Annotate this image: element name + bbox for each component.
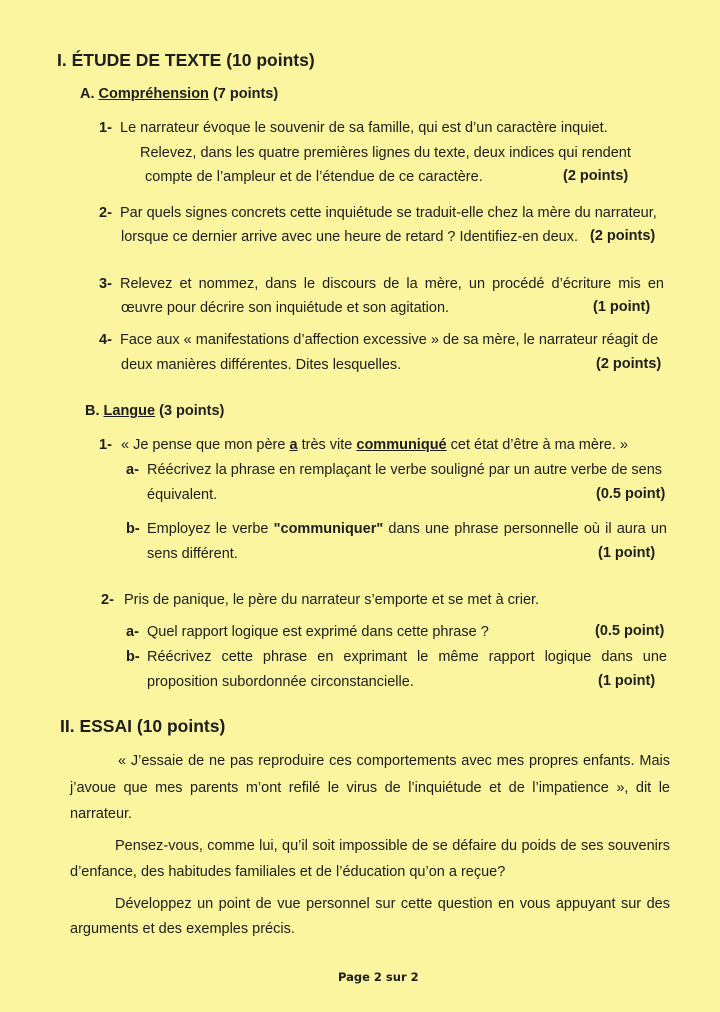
question-a2-line1: Par quels signes concrets cette inquiétude se traduit-elle chez la mère du narrateur, — [120, 205, 657, 221]
question-b1a-line2: équivalent. — [147, 487, 218, 503]
essay-p1-line1: « J’essaie de ne pas reproduire ces comportements avec mes propres enfants. Mais — [118, 753, 670, 769]
question-b2a-line1: Quel rapport logique est exprimé dans cette phrase ? — [147, 624, 489, 640]
question-b2-line1: Pris de panique, le père du narrateur s’emporte et se met à crier. — [124, 592, 540, 608]
section-b-points: (3 points) — [159, 403, 225, 419]
question-b1a-points: (0.5 point) — [596, 486, 666, 502]
b1b-text-2: dans une phrase personnelle où il aura un — [383, 521, 667, 537]
question-a3-number: 3- — [99, 276, 112, 292]
question-a4-line2: deux manières différentes. Dites lesquelles. — [121, 357, 402, 373]
quote-text-2: très vite — [297, 437, 357, 453]
question-b2-number: 2- — [101, 592, 114, 608]
question-b1b-line2: sens différent. — [147, 546, 238, 562]
question-a1-line1: Le narrateur évoque le souvenir de sa famille, qui est d’un caractère inquiet. — [120, 120, 608, 136]
section-a-points: (7 points) — [212, 86, 279, 102]
question-a3-line2: œuvre pour décrire son inquiétude et son agitation. — [121, 300, 450, 316]
part2-title: II. ESSAI (10 points) — [60, 716, 226, 736]
question-a2-points: (2 points) — [590, 228, 656, 244]
part1-title: I. ÉTUDE DE TEXTE (10 points) — [57, 50, 315, 70]
section-b-letter: B. — [85, 403, 100, 419]
question-a4-points: (2 points) — [596, 356, 662, 372]
essay-p1-line2: j’avoue que mes parents m’ont refilé le virus de l’inquiétude et de l’impatience », dit le — [70, 780, 670, 796]
section-a-heading — [80, 86, 278, 102]
question-b1a-label: a- — [126, 462, 139, 478]
quote-underlined-verb: communiqué — [356, 437, 447, 453]
question-b2b-line2: proposition subordonnée circonstancielle. — [147, 674, 414, 690]
question-a3-line1: Relevez et nommez, dans le discours de la mère, un procédé d’écriture mis en — [120, 276, 664, 292]
question-b1b-label: b- — [126, 521, 140, 537]
question-a4-line1: Face aux « manifestations d’affection excessive » de sa mère, le narrateur réagit de — [120, 332, 659, 348]
essay-p3-line2: arguments et des exemples précis. — [70, 921, 295, 937]
quote-text-1: « Je pense que mon père — [121, 437, 290, 453]
question-a1-points: (2 points) — [563, 168, 629, 184]
essay-p2-line1: Pensez-vous, comme lui, qu’il soit impossible de se défaire du poids de ses souvenirs — [115, 838, 670, 854]
question-b2b-points: (1 point) — [598, 673, 656, 689]
b1b-text-1: Employez le verbe — [147, 521, 274, 537]
question-a1-number: 1- — [99, 120, 112, 136]
question-a1-line3: compte de l’ampleur et de l’étendue de ce caractère. — [145, 169, 483, 185]
quote-text-3: cet état d’être à ma mère. » — [446, 437, 628, 453]
question-a3-points: (1 point) — [593, 299, 651, 315]
essay-p1-line3: narrateur. — [70, 806, 133, 822]
section-a-name: Compréhension — [98, 86, 209, 102]
quote-underlined-auxiliary: a — [289, 437, 298, 453]
question-a2-number: 2- — [99, 205, 112, 221]
question-b1b-points: (1 point) — [598, 545, 656, 561]
question-a1-line2: Relevez, dans les quatre premières lignes du texte, deux indices qui rendent — [140, 145, 631, 161]
question-b2b-line1: Réécrivez cette phrase en exprimant le même rapport logique dans une — [147, 649, 667, 665]
question-b1-number: 1- — [99, 437, 112, 453]
question-a4-number: 4- — [99, 332, 112, 348]
question-b1b-line1 — [147, 521, 667, 537]
section-b-heading — [85, 403, 224, 419]
page-number: Page 2 sur 2 — [338, 970, 419, 984]
question-b2a-label: a- — [126, 624, 139, 640]
essay-p2-line2: d’enfance, des habitudes familiales et de l’éducation qu’on a reçue? — [70, 864, 506, 880]
question-b1-quote — [121, 437, 628, 453]
question-b2b-label: b- — [126, 649, 140, 665]
section-b-name: Langue — [103, 403, 156, 419]
b1b-verb: "communiquer" — [273, 521, 384, 537]
question-a2-line2: lorsque ce dernier arrive avec une heure de retard ? Identifiez-en deux. — [121, 229, 579, 245]
question-b1a-line1: Réécrivez la phrase en remplaçant le verbe souligné par un autre verbe de sens — [147, 462, 663, 478]
essay-p3-line1: Développez un point de vue personnel sur cette question en vous appuyant sur des — [115, 896, 670, 912]
section-a-letter: A. — [80, 86, 95, 102]
question-b2a-points: (0.5 point) — [595, 623, 665, 639]
